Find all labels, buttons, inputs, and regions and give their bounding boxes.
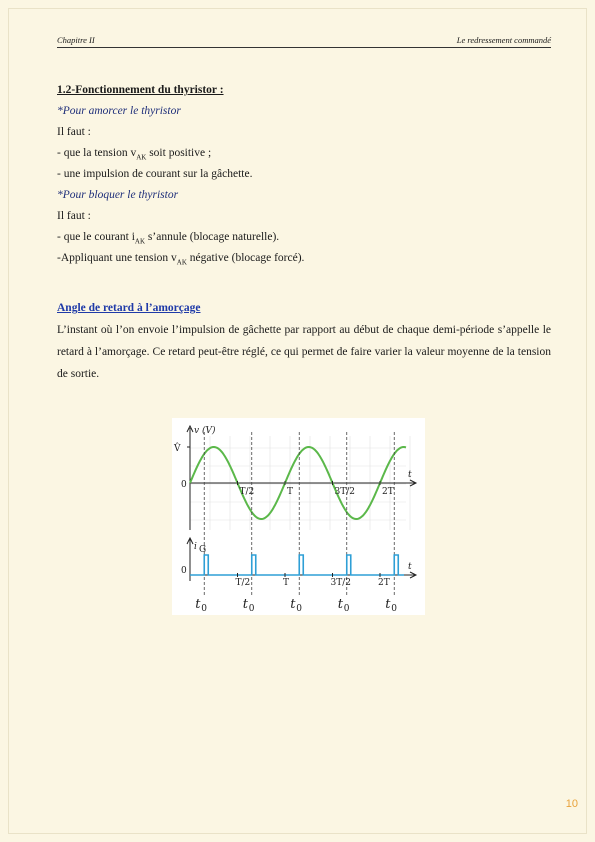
amorcer-intro: Il faut :	[57, 126, 91, 138]
top-origin: 0	[181, 480, 187, 490]
retard-paragraph: L’instant où l’on envoie l’impulsion de gâchette par rapport au début de chaque demi-période s’appelle le retard à l’amorçage. Ce retard peut-être réglé, ce qui permet de faire varier la valeur moyenne de la tension de sortie.	[57, 324, 551, 380]
bottom-tick-label: 2T	[378, 578, 390, 588]
top-x-label: t	[408, 470, 412, 480]
thyristor-waveform-figure	[172, 418, 425, 615]
amplitude-label: V̂	[174, 444, 181, 454]
header-topic: Le redressement commandé	[456, 35, 551, 45]
t0-label: t	[385, 597, 391, 612]
gate-pulse-train	[190, 555, 404, 575]
t0-label-sub: 0	[391, 604, 397, 614]
t0-label-sub: 0	[248, 604, 255, 614]
t0-label: t	[337, 597, 343, 612]
page-content	[57, 80, 551, 385]
bloquer-intro: Il faut :	[57, 210, 91, 222]
t0-label-sub: 0	[201, 604, 207, 614]
top-y-label: v (V)	[194, 426, 216, 436]
amorcer-title: *Pour amorcer le thyristor	[57, 105, 181, 117]
amorcer-item: - une impulsion de courant sur la gâchette.	[57, 168, 253, 180]
top-tick-label: T/2	[239, 487, 255, 497]
top-tick-label: 3T/2	[334, 487, 355, 497]
section-title: 1.2-Fonctionnement du thyristor :	[57, 84, 224, 96]
bottom-x-label: t	[408, 562, 412, 572]
top-tick-label: 2T	[382, 487, 394, 497]
top-tick-label: T	[287, 487, 294, 497]
t0-label: t	[290, 597, 296, 612]
retard-title: Angle de retard à l’amorçage	[57, 302, 201, 314]
t0-label-sub: 0	[296, 604, 302, 614]
bloquer-item: -Appliquant une tension $v_{AK}$ négative (blocage forcé).	[57, 252, 305, 267]
t0-label: t	[195, 597, 201, 612]
bottom-tick-label: T/2	[235, 578, 251, 588]
page-number: 10	[565, 798, 578, 810]
t0-label-sub: 0	[343, 604, 350, 614]
bottom-y-label: i	[194, 542, 197, 552]
bottom-tick-label: T	[283, 578, 290, 588]
bottom-tick-label: 3T/2	[330, 578, 351, 588]
waveform-svg	[172, 418, 425, 615]
bloquer-title: *Pour bloquer le thyristor	[57, 189, 179, 201]
bloquer-item: - que le courant $i_{AK}$ s’annule (blocage naturelle).	[57, 231, 280, 246]
header-chapter: Chapitre II	[57, 35, 95, 45]
page-header	[57, 33, 551, 48]
bottom-y-label-sub: G	[199, 545, 207, 555]
amorcer-item: - que la tension $v_{AK}$ soit positive ;	[57, 147, 212, 162]
t0-label: t	[242, 597, 248, 612]
bottom-origin: 0	[181, 566, 187, 576]
